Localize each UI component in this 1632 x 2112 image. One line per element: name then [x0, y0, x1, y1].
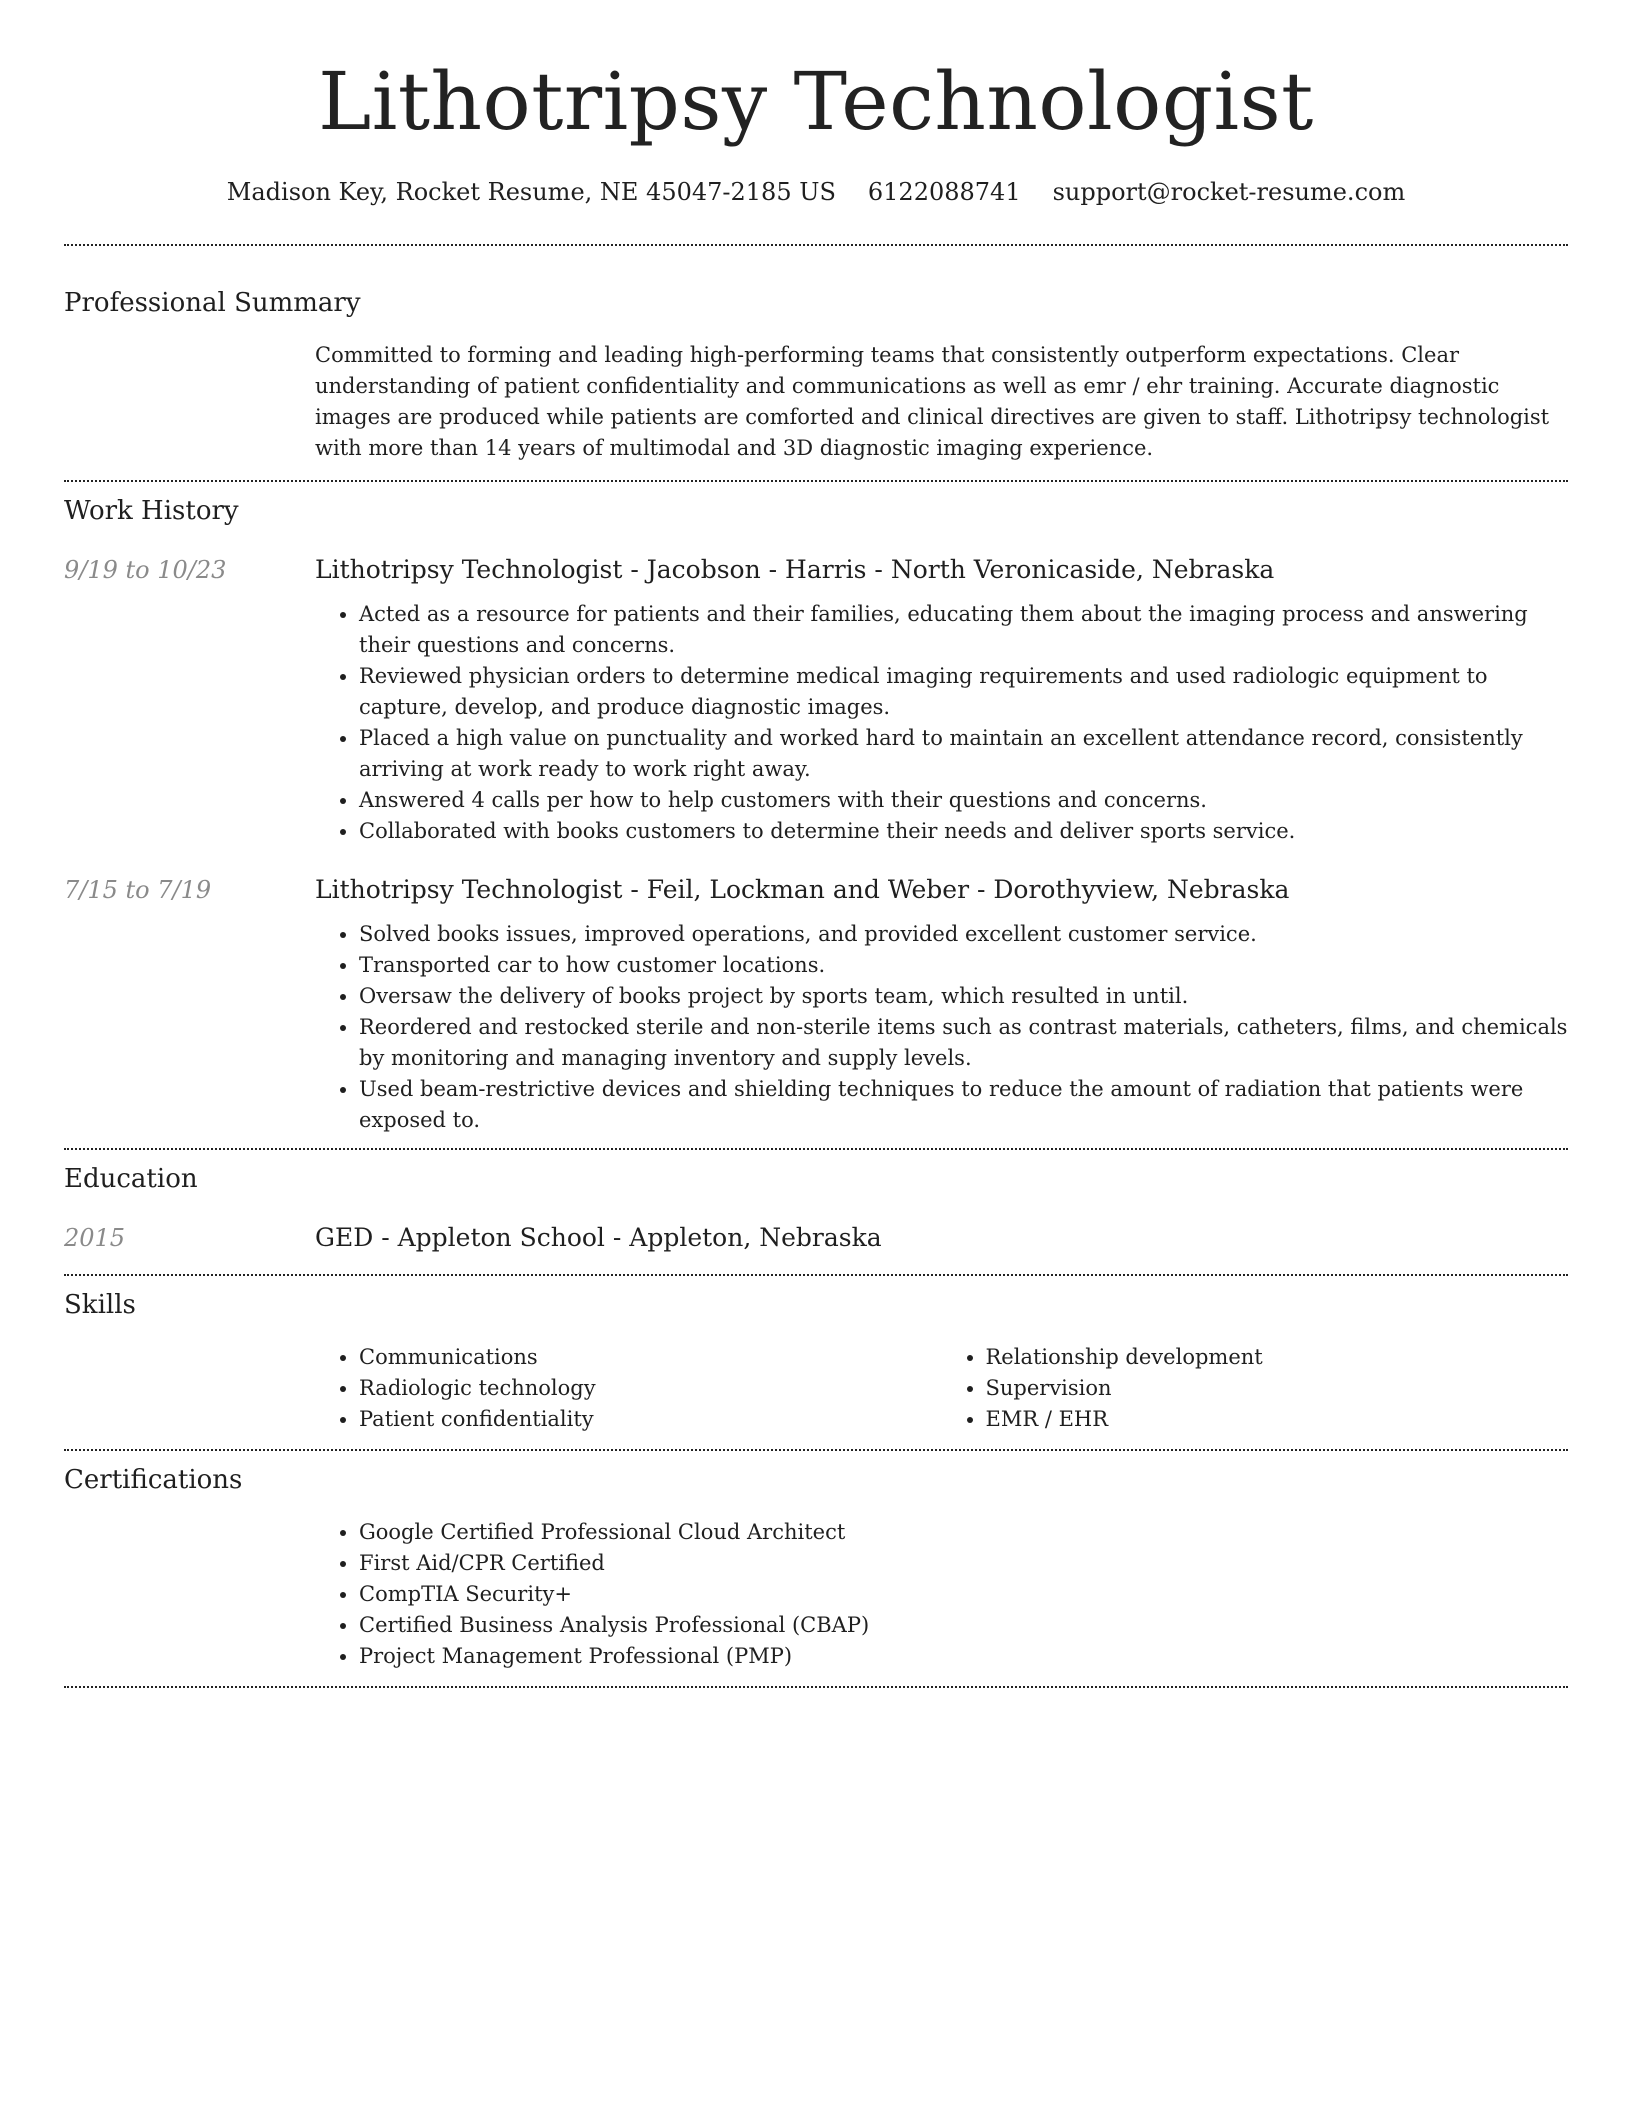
certifications-list — [315, 1517, 1568, 1672]
section-heading-certifications: Certifications — [64, 1465, 243, 1495]
job-bullets — [315, 599, 1568, 847]
skill-item: • Radiologic technology — [359, 1373, 942, 1404]
job-entry — [64, 555, 1568, 584]
job-bullets — [315, 919, 1568, 1136]
list-item: • Reordered and restocked sterile and non-sterile items such as contrast materials, catheters, films, and chemicals by monitoring and managing inventory and supply levels. — [359, 1012, 1568, 1074]
job-title: Lithotripsy Technologist - Jacobson - Harris - North Veronicaside, Nebraska — [315, 555, 1275, 584]
certification-item: • Certified Business Analysis Professional (CBAP) — [359, 1610, 1568, 1641]
certification-item: • CompTIA Security+ — [359, 1579, 1568, 1610]
skill-item: • Patient confidentiality — [359, 1404, 942, 1435]
list-item: • Collaborated with books customers to determine their needs and deliver sports service. — [359, 816, 1568, 847]
divider — [64, 1274, 1568, 1276]
list-item: • Transported car to how customer locations. — [359, 950, 1568, 981]
resume-page — [64, 0, 1568, 1688]
skill-item: • Relationship development — [986, 1342, 1569, 1373]
list-item: • Answered 4 calls per how to help customers with their questions and concerns. — [359, 785, 1568, 816]
education-entry — [64, 1223, 1568, 1252]
skills-column — [942, 1342, 1569, 1435]
job-entry — [64, 875, 1568, 904]
certification-item: • First Aid/CPR Certified — [359, 1548, 1568, 1579]
education-title: GED - Appleton School - Appleton, Nebraska — [315, 1223, 882, 1252]
divider — [64, 244, 1568, 246]
section-heading-summary: Professional Summary — [64, 288, 361, 318]
certification-item: • Project Management Professional (PMP) — [359, 1641, 1568, 1672]
section-heading-skills: Skills — [64, 1290, 136, 1320]
contact-phone: 6122088741 — [867, 178, 1021, 206]
divider — [64, 480, 1568, 482]
resume-title: Lithotripsy Technologist — [318, 55, 1314, 148]
list-item: • Used beam-restrictive devices and shielding techniques to reduce the amount of radiation that patients were exposed to. — [359, 1074, 1568, 1136]
contact-line — [64, 178, 1568, 206]
list-item: • Solved books issues, improved operations, and provided excellent customer service. — [359, 919, 1568, 950]
list-item: • Reviewed physician orders to determine medical imaging requirements and used radiologic equipment to capture, develop, and produce diagnostic images. — [359, 661, 1568, 723]
job-dates: 9/19 to 10/23 — [64, 556, 227, 584]
section-heading-work: Work History — [64, 496, 239, 526]
certification-item: • Google Certified Professional Cloud Architect — [359, 1517, 1568, 1548]
skill-item: • Communications — [359, 1342, 942, 1373]
skill-item: • EMR / EHR — [986, 1404, 1569, 1435]
contact-address: Madison Key, Rocket Resume, NE 45047-2185 US — [226, 178, 836, 206]
summary-text: Committed to forming and leading high-performing teams that consistently outperform expectations. Clear understanding of patient confidentiality and communications as well as emr / ehr training. Accurate diagnostic images are produced while patients are comforted and clinical directives are given to staff. Lithotripsy technologist with more than 14 years of multimodal and 3D diagnostic imaging experience. — [315, 343, 1550, 460]
skills-column — [315, 1342, 942, 1435]
divider — [64, 1686, 1568, 1688]
contact-email: support@rocket-resume.com — [1052, 178, 1406, 206]
list-item: • Placed a high value on punctuality and worked hard to maintain an excellent attendance record, consistently arriving at work ready to work right away. — [359, 723, 1568, 785]
skill-item: • Supervision — [986, 1373, 1569, 1404]
job-title: Lithotripsy Technologist - Feil, Lockman and Weber - Dorothyview, Nebraska — [315, 875, 1290, 904]
section-heading-education: Education — [64, 1164, 198, 1194]
list-item: • Oversaw the delivery of books project by sports team, which resulted in until. — [359, 981, 1568, 1012]
divider — [64, 1449, 1568, 1451]
job-dates: 7/15 to 7/19 — [64, 876, 212, 904]
list-item: • Acted as a resource for patients and their families, educating them about the imaging process and answering their questions and concerns. — [359, 599, 1568, 661]
education-date: 2015 — [64, 1224, 126, 1252]
skills-grid — [315, 1342, 1568, 1435]
divider — [64, 1148, 1568, 1150]
